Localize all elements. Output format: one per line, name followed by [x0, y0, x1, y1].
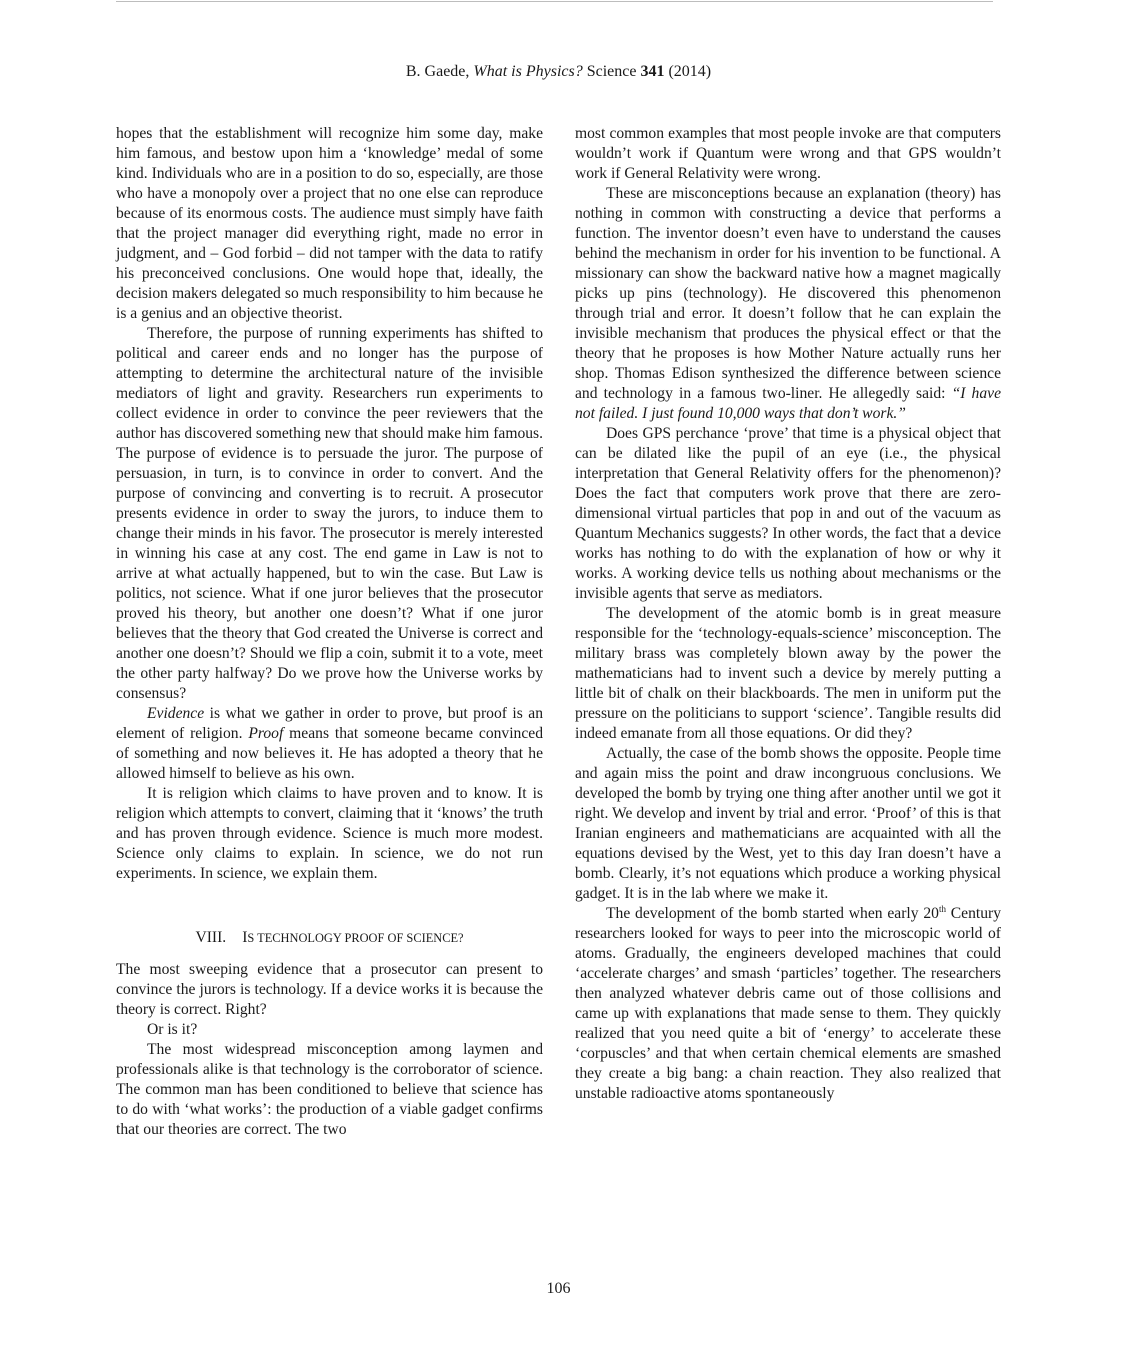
top-border-rule	[116, 1, 993, 2]
paragraph: Therefore, the purpose of running experiments has shifted to political and career ends and no longer has the purpose of attempting to determine the architectural nature of the invisible mediators of light and gravity. Researchers run experiments to collect evidence in order to convince the peer reviewers that the author has discovered something new that should make him famous. The purpose of evidence is to persuade the juror. The purpose of persuasion, in turn, is to convince in order to convert. And the purpose of convincing and converting is to recruit. A prosecutor presents evidence in order to sway the jurors, to induce them to change their minds in his favor. The prosecutor is merely interested in winning his case at any cost. The end game in Law is not to arrive at what actually happened, but to win the case. But Law is politics, not science. What if one juror believes that the prosecutor proved his theory, but another one doesn’t? What if one juror believes that the theory that God created the Universe is correct and another one doesn’t? Should we flip a coin, submit it to a vote, meet the other party halfway? Do we prove how the Universe works by consensus?	[116, 325, 544, 702]
header-article-title: What is Physics?	[473, 63, 583, 80]
paragraph: most common examples that most people invoke are that computers wouldn’t work if Quantum were wrong and that GPS wouldn’t work if General Relativity were wrong.	[575, 125, 1001, 182]
header-volume: 341	[640, 63, 665, 80]
paragraph: Evidence is what we gather in order to prove, but proof is an element of religion. Proof means that someone became convinced of something and now believes it. He has adopted a theory that he allowed himself to believe as his own.	[116, 705, 543, 782]
emphasis-evidence: Evidence	[147, 705, 205, 722]
left-column	[116, 124, 543, 1140]
paragraph: The development of the bomb started when early 20th Century researchers looked for ways to peer into the microscopic world of atoms. Gradually, the engineers developed machines that could ‘accelerate charges’ and smash ‘particles’ together. The researchers then analyzed whatever debris came out of those collisions and came up with explanations that made sense to them. They quickly realized that you need quite a bit of ‘energy’ to accelerate these ‘corpuscles’ and that when certain chemical elements are smashed they create a big bang: a chain reaction. They also realized that unstable radioactive atoms spontaneously	[575, 904, 1002, 1102]
right-column	[575, 124, 1001, 1104]
edison-quote: “I have not failed. I just found 10,000 ways that don’t work.”	[575, 385, 1001, 422]
paragraph: hopes that the establishment will recognize him some day, make him famous, and bestow upon him a ‘knowledge’ medal of some kind. Individuals who are in a position to do so, especially, are those who have a monopoly over a project that no one else can reproduce because of its enormous costs. The audience must simply have faith that the project manager did everything right, made no error in judgment, and – God forbid – did not tamper with the data to ratify his preconceived conclusions. One would hope that, ideally, the decision makers delegated so much responsibility to him because he is a genius and an objective theorist.	[116, 125, 543, 322]
header-author: B. Gaede,	[405, 63, 470, 80]
ordinal-superscript: th	[938, 904, 946, 914]
section-heading	[116, 928, 543, 948]
paragraph: The most widespread misconception among laymen and professionals alike is that technology is the corroborator of science. The common man has been conditioned to believe that science has to do with ‘what works’: the production of a viable gadget confirms that our theories are correct. The two	[116, 1041, 543, 1138]
running-header	[0, 62, 1117, 82]
paragraph: Or is it?	[147, 1021, 198, 1038]
page-number: 106	[546, 1280, 571, 1297]
paragraph: Does GPS perchance ‘prove’ that time is a physical object that can be dilated like the pupil of an eye (i.e., the physical interpretation that General Relativity offers for the phenomenon)? Does the fact that computers work prove that there are zero-dimensional virtual particles that pop in and out of the vacuum as Quantum Mechanics suggests? In other words, the fact that a device works has nothing to do with the explanation of how or why it works. A working device tells us nothing about mechanisms or the invisible agents that serve as mediators.	[575, 425, 1001, 602]
header-year: (2014)	[668, 63, 712, 80]
paragraph: It is religion which claims to have proven and to know. It is religion which attempts to convert, claiming that it ‘knows’ the truth and has proven through evidence. Science is much more modest. Science only claims to explain. In science, we do not run experiments. In science, we explain them.	[116, 785, 543, 882]
paragraph: Actually, the case of the bomb shows the opposite. People time and again miss the point and draw incongruous conclusions. We developed the bomb by trying one thing after another until we got it right. We develop and invent by trial and error. ‘Proof’ of this is that Iranian engineers and mathematicians are acquainted with all the equations devised by the West, yet to this day Iran doesn’t have a bomb. Clearly, it’s not equations which produce a working physical gadget. It is in the lab where we make it.	[575, 745, 1001, 902]
section-title-rest: S TECHNOLOGY PROOF OF SCIENCE?	[247, 931, 464, 945]
emphasis-proof: Proof	[248, 725, 284, 742]
paragraph: The most sweeping evidence that a prosecutor can present to convince the jurors is technology. If a device works it is because the theory is correct. Right?	[116, 961, 543, 1018]
section-number: VIII.	[195, 929, 227, 946]
paragraph: These are misconceptions because an explanation (theory) has nothing in common with constructing a device that performs a function. The inventor doesn’t even have to understand the causes behind the mechanism in order for his invention to be functional. A missionary can show the backward native how a magnet magically picks up pins (technology). He discovered this phenomenon through trial and error. It doesn’t follow that he can explain the invisible mechanism that produces the physical effect or that the theory that he proposes is how Mother Nature actually runs her shop. Thomas Edison synthesized the difference between science and technology in a famous two-liner. He allegedly said: “I have not failed. I just found 10,000 ways that don’t work.”	[575, 185, 1001, 422]
section-title-initial: I	[242, 929, 248, 946]
header-journal: Science	[586, 63, 637, 80]
paragraph: The development of the atomic bomb is in great measure responsible for the ‘technology-equals-science’ misconception. The military brass was completely blown away by the power the mathematicians had to invent such a device by merely putting a little bit of chalk on their blackboards. The men in uniform put the pressure on the politicians to support ‘science’. Tangible results did indeed emanate from all those equations. Or did they?	[575, 605, 1001, 742]
